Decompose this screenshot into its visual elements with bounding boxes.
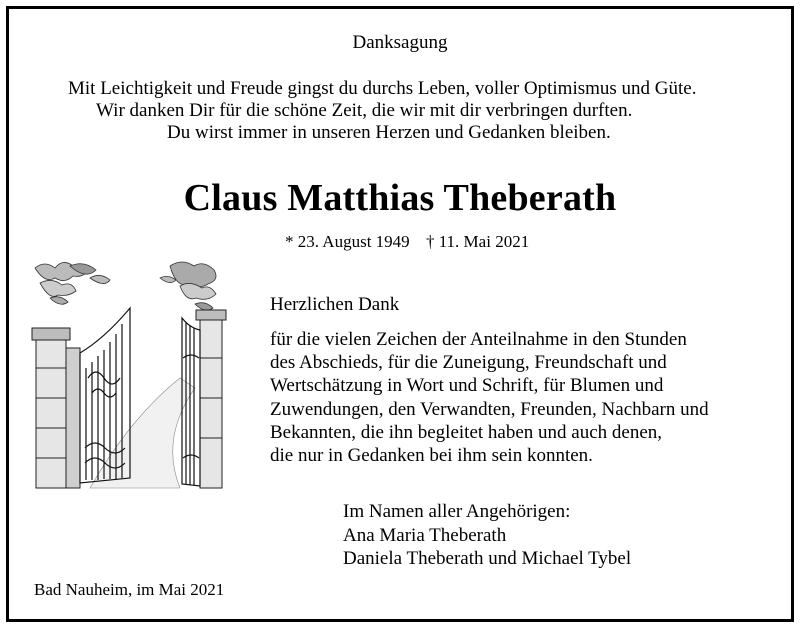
life-dates — [285, 232, 529, 252]
thanks-line: Bekannten, die ihn begleitet haben und auch denen, — [270, 421, 663, 443]
thanks-line: Wertschätzung in Wort und Schrift, für Blumen und — [270, 375, 664, 397]
notice-heading: Danksagung — [352, 32, 448, 53]
verse-line: Mit Leichtigkeit und Freude gingst du durchs Leben, voller Optimismus und Güte. — [68, 78, 697, 99]
left-gate-door — [80, 308, 130, 483]
memorial-verse — [0, 78, 800, 144]
left-pillar — [32, 328, 80, 488]
birth-date: * 23. August 1949 — [285, 232, 410, 251]
signature-block — [343, 500, 631, 571]
thanks-line: für die vielen Zeichen der Anteilnahme in den Stunden — [270, 329, 687, 350]
thanks-line: Zuwendungen, den Verwandten, Freunden, Nachbarn und — [270, 398, 709, 420]
thanks-text — [270, 328, 709, 467]
death-date: † 11. Mai 2021 — [425, 232, 530, 251]
signature-line: Im Namen aller Angehörigen: — [343, 501, 571, 522]
thanks-line: die nur in Gedanken bei ihm sein konnten. — [270, 445, 593, 467]
thanks-title: Herzlichen Dank — [270, 294, 400, 315]
signature-line: Daniela Theberath und Michael Tybel — [343, 548, 632, 569]
deceased-name: Claus Matthias Theberath — [183, 177, 617, 219]
verse-line: Wir danken Dir für die schöne Zeit, die wir mit dir verbringen durften. — [96, 100, 633, 121]
foliage-right — [160, 262, 216, 310]
foliage-left — [35, 262, 110, 304]
garden-gate-illustration — [30, 258, 230, 498]
place-date: Bad Nauheim, im Mai 2021 — [34, 580, 225, 599]
signature-line: Ana Maria Theberath — [343, 524, 507, 546]
verse-line: Du wirst immer in unseren Herzen und Gedanken bleiben. — [167, 122, 611, 143]
thanks-line: des Abschieds, für die Zuneigung, Freundschaft und — [270, 352, 667, 374]
